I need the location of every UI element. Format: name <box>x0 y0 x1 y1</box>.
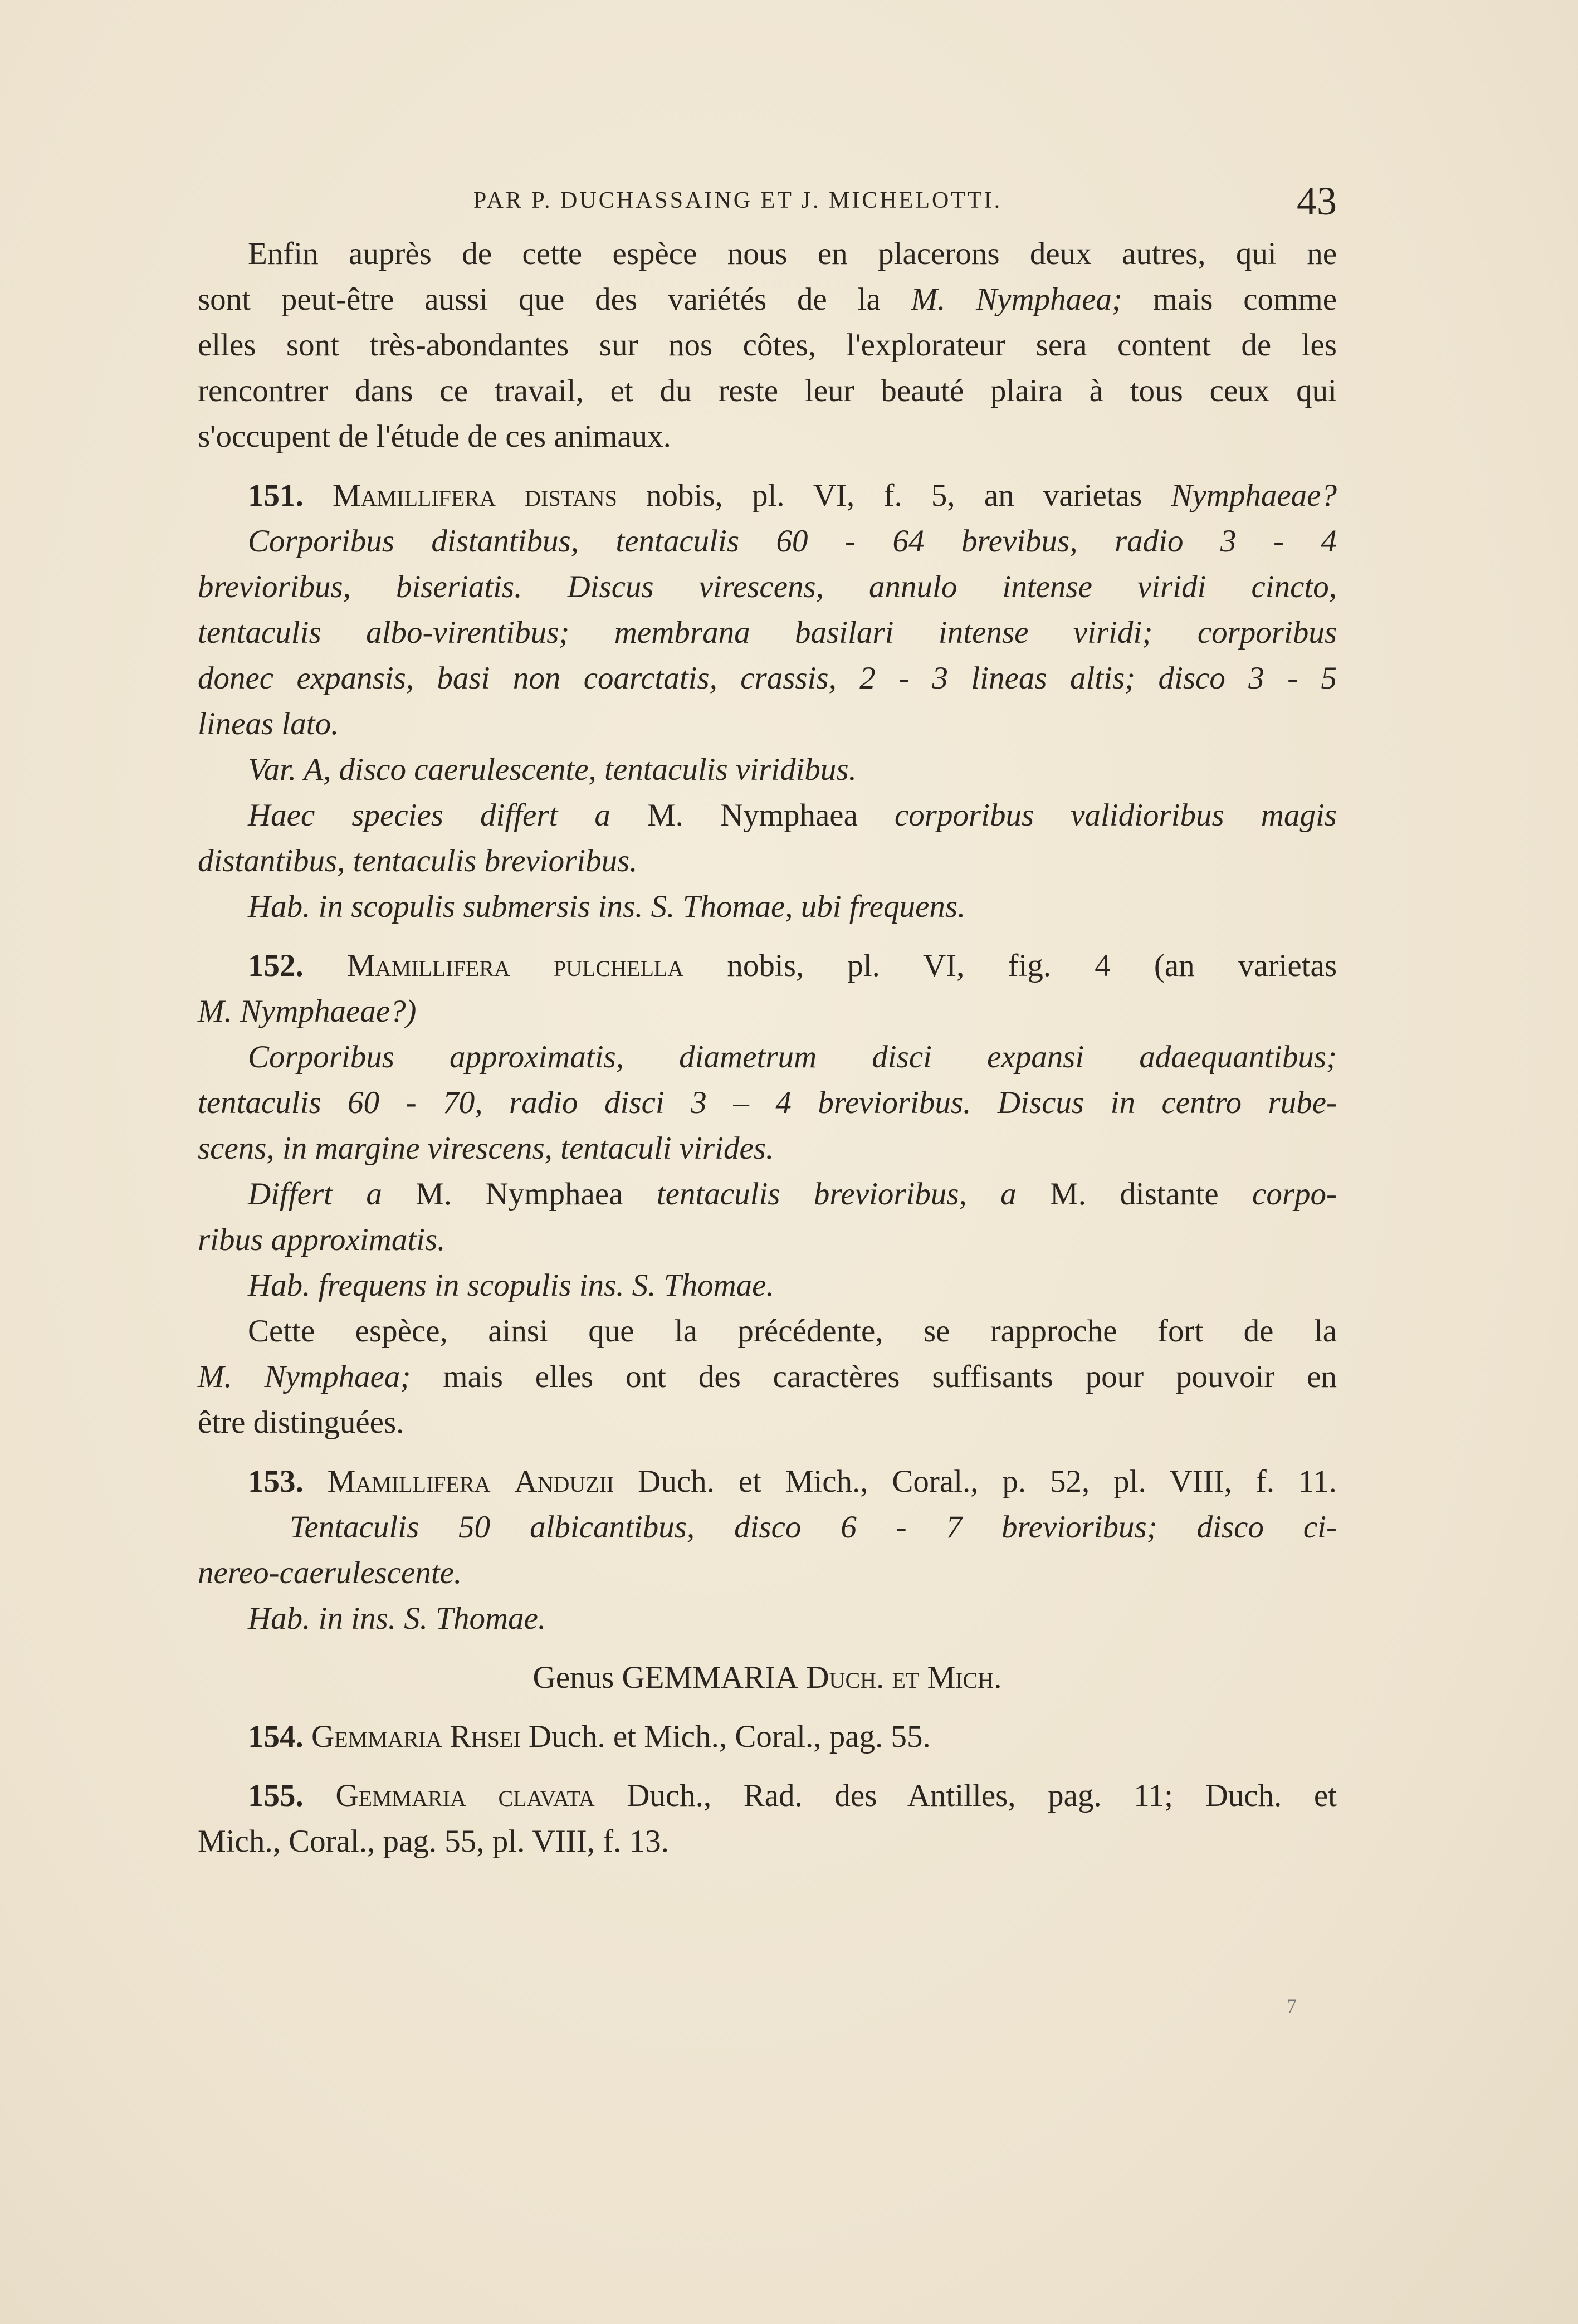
intro-line-5: s'occupent de l'étude de ces animaux. <box>198 419 671 454</box>
entry-151-hab: Hab. in scopulis submersis ins. S. Thomae, ubi frequens. <box>248 889 966 924</box>
running-title: PAR P. DUCHASSAING ET J. MICHELOTTI. <box>473 188 1003 213</box>
page-number: 43 <box>1297 179 1337 223</box>
entry-152-note-2: M. Nymphaea; mais elles ont des caractères suffisants pour pouvoir en <box>198 1359 1337 1394</box>
entry-151-desc-2: brevioribus, biseriatis. Discus virescens, annulo intense viridi cincto, <box>198 569 1337 604</box>
entry-153-heading: 153. Mamillifera Anduzii Duch. et Mich., Coral., p. 52, pl. VIII, f. 11. <box>248 1464 1337 1499</box>
entry-155-heading-cont: Mich., Coral., pag. 55, pl. VIII, f. 13. <box>198 1824 669 1859</box>
entry-152-heading-cont: M. Nymphaeae?) <box>198 994 417 1029</box>
entry-152-differt: Differt a M. Nymphaea tentaculis brevioribus, a M. distante corpo- <box>248 1176 1337 1212</box>
entry-151-heading: 151. Mamillifera distans nobis, pl. VI, f. 5, an varietas Nymphaeae? <box>248 478 1337 513</box>
entry-152-desc-3: scens, in margine virescens, tentaculi virides. <box>198 1131 774 1166</box>
entry-152-note-3: être distinguées. <box>198 1405 404 1440</box>
entry-152-differt-cont: ribus approximatis. <box>198 1222 446 1257</box>
entry-152-desc-2: tentaculis 60 - 70, radio disci 3 – 4 brevioribus. Discus in centro rube- <box>198 1085 1337 1120</box>
entry-151-desc-3: tentaculis albo-virentibus; membrana basilari intense viridi; corporibus <box>198 615 1337 650</box>
intro-line-4: rencontrer dans ce travail, et du reste leur beauté plaira à tous ceux qui <box>198 373 1337 408</box>
entry-151-desc-5: lineas lato. <box>198 706 339 741</box>
entry-151-var: Var. A, disco caerulescente, tentaculis viridibus. <box>248 752 857 787</box>
entry-152-desc-1: Corporibus approximatis, diametrum disci expansi adaequantibus; <box>248 1039 1337 1075</box>
genus-heading: Genus GEMMARIA Duch. et Mich. <box>532 1660 1002 1695</box>
entry-152-hab: Hab. frequens in scopulis ins. S. Thomae. <box>248 1268 774 1303</box>
entry-151-haec-cont: distantibus, tentaculis brevioribus. <box>198 843 638 878</box>
page-header <box>198 179 1337 223</box>
entry-153-desc-1: Tentaculis 50 albicantibus, disco 6 - 7 brevioribus; disco ci- <box>290 1510 1337 1545</box>
signature-mark: 7 <box>1287 1995 1297 2017</box>
entry-151-haec: Haec species differt a M. Nymphaea corporibus validioribus magis <box>248 798 1337 833</box>
entry-151-desc-4: donec expansis, basi non coarctatis, crassis, 2 - 3 lineas altis; disco 3 - 5 <box>198 661 1337 696</box>
intro-line-3: elles sont très-abondantes sur nos côtes, l'explorateur sera content de les <box>198 328 1337 363</box>
entry-152-heading: 152. Mamillifera pulchella nobis, pl. VI, fig. 4 (an varietas <box>248 948 1337 983</box>
entry-153-hab: Hab. in ins. S. Thomae. <box>248 1601 546 1636</box>
intro-line-1: Enfin auprès de cette espèce nous en placerons deux autres, qui ne <box>248 236 1337 271</box>
entry-151-desc-1: Corporibus distantibus, tentaculis 60 - 64 brevibus, radio 3 - 4 <box>248 524 1337 559</box>
entry-154-heading: 154. Gemmaria Rhsei Duch. et Mich., Coral., pag. 55. <box>248 1719 931 1754</box>
intro-line-2: sont peut-être aussi que des variétés de la M. Nymphaea; mais comme <box>198 282 1337 317</box>
entry-153-desc-2: nereo-caerulescente. <box>198 1555 462 1590</box>
entry-155-heading: 155. Gemmaria clavata Duch., Rad. des Antilles, pag. 11; Duch. et <box>248 1778 1337 1813</box>
body-text <box>198 231 1337 1864</box>
entry-152-note-1: Cette espèce, ainsi que la précédente, se rapproche fort de la <box>248 1314 1337 1349</box>
